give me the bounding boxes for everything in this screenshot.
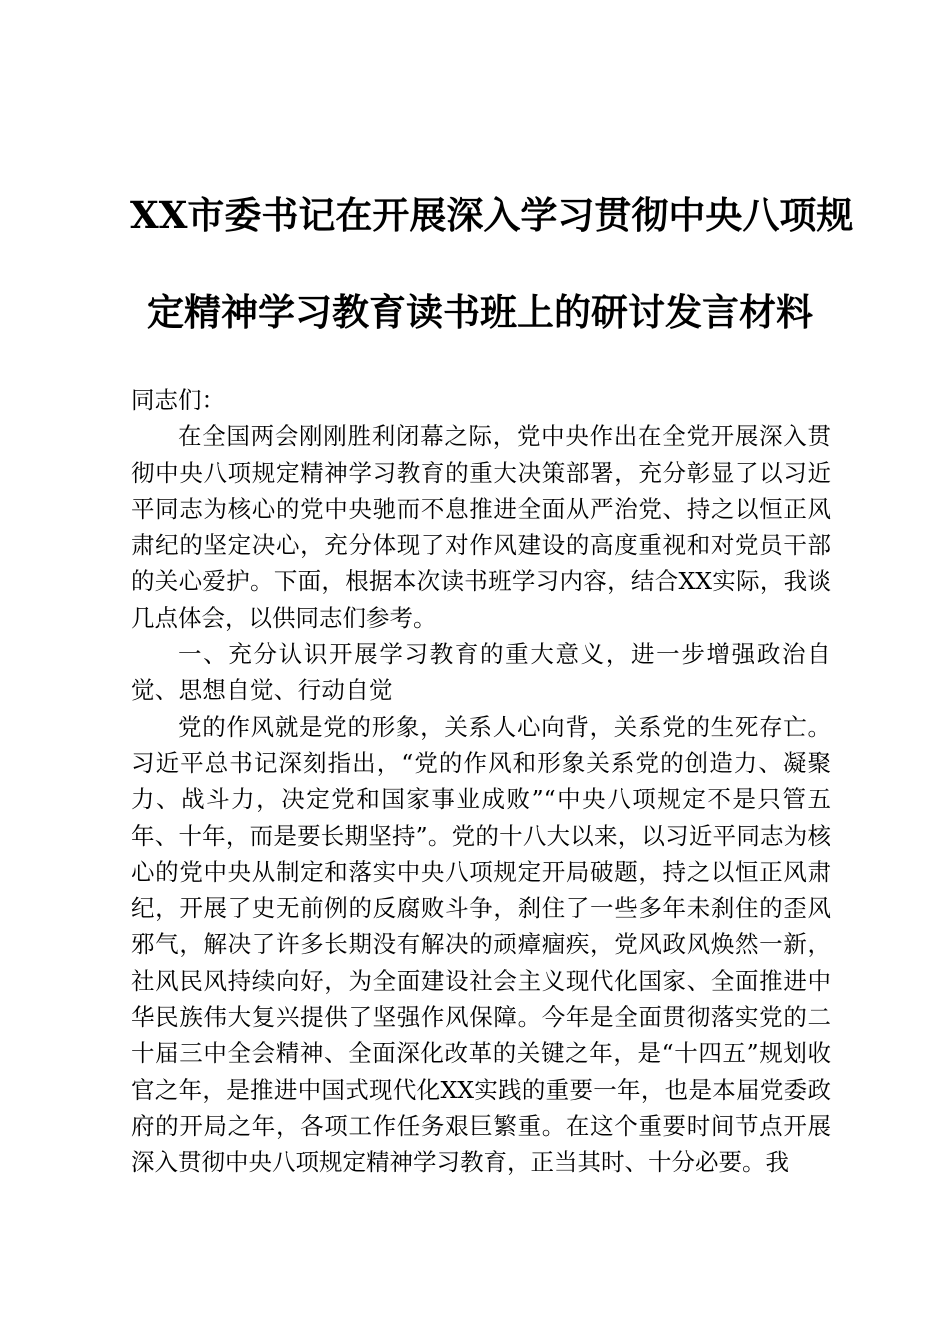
- section-heading-1: 一、充分认识开展学习教育的重大意义，进一步增强政治自觉、思想自觉、行动自觉: [131, 640, 831, 705]
- salutation: 同志们：: [131, 386, 225, 414]
- paragraph-intro: 在全国两会刚刚胜利闭幕之际，党中央作出在全党开展深入贯彻中央八项规定精神学习教育的重大决策部署，充分彰显了以习近平同志为核心的党中央驰而不息推进全面从严治党、持之以恒正风肃纪的坚定决心，充分体现了对作风建设的高度重视和对党员干部的关心爱护。下面，根据本次读书班学习内容，结合XX实际，我谈几点体会，以供同志们参考。: [131, 422, 831, 632]
- document-body: [131, 382, 831, 1181]
- paragraph-section-1: 党的作风就是党的形象，关系人心向背，关系党的生死存亡。习近平总书记深刻指出，“党的作风和形象关系党的创造力、凝聚力、战斗力，决定党和国家事业成败”“中央八项规定不是只管五年、十年，而是要长期坚持”。党的十八大以来，以习近平同志为核心的党中央从制定和落实中央八项规定开局破题，持之以恒正风肃纪，开展了史无前例的反腐败斗争，刹住了一些多年未刹住的歪风邪气，解决了许多长期没有解决的顽瘴痼疾，党风政风焕然一新，社风民风持续向好，为全面建设社会主义现代化国家、全面推进中华民族伟大复兴提供了坚强作风保障。今年是全面贯彻落实党的二十届三中全会精神、全面深化改革的关键之年，是“十四五”规划收官之年，是推进中国式现代化XX实践的重要一年，也是本届党委政府的开局之年，各项工作任务艰巨繁重。在这个重要时间节点开展深入贯彻中央八项规定精神学习教育，正当其时、十分必要。我: [131, 712, 831, 1177]
- document-title-line2: 定精神学习教育读书班上的研讨发言材料: [147, 290, 813, 334]
- document-title-line1: XX市委书记在开展深入学习贯彻中央八项规: [130, 193, 854, 237]
